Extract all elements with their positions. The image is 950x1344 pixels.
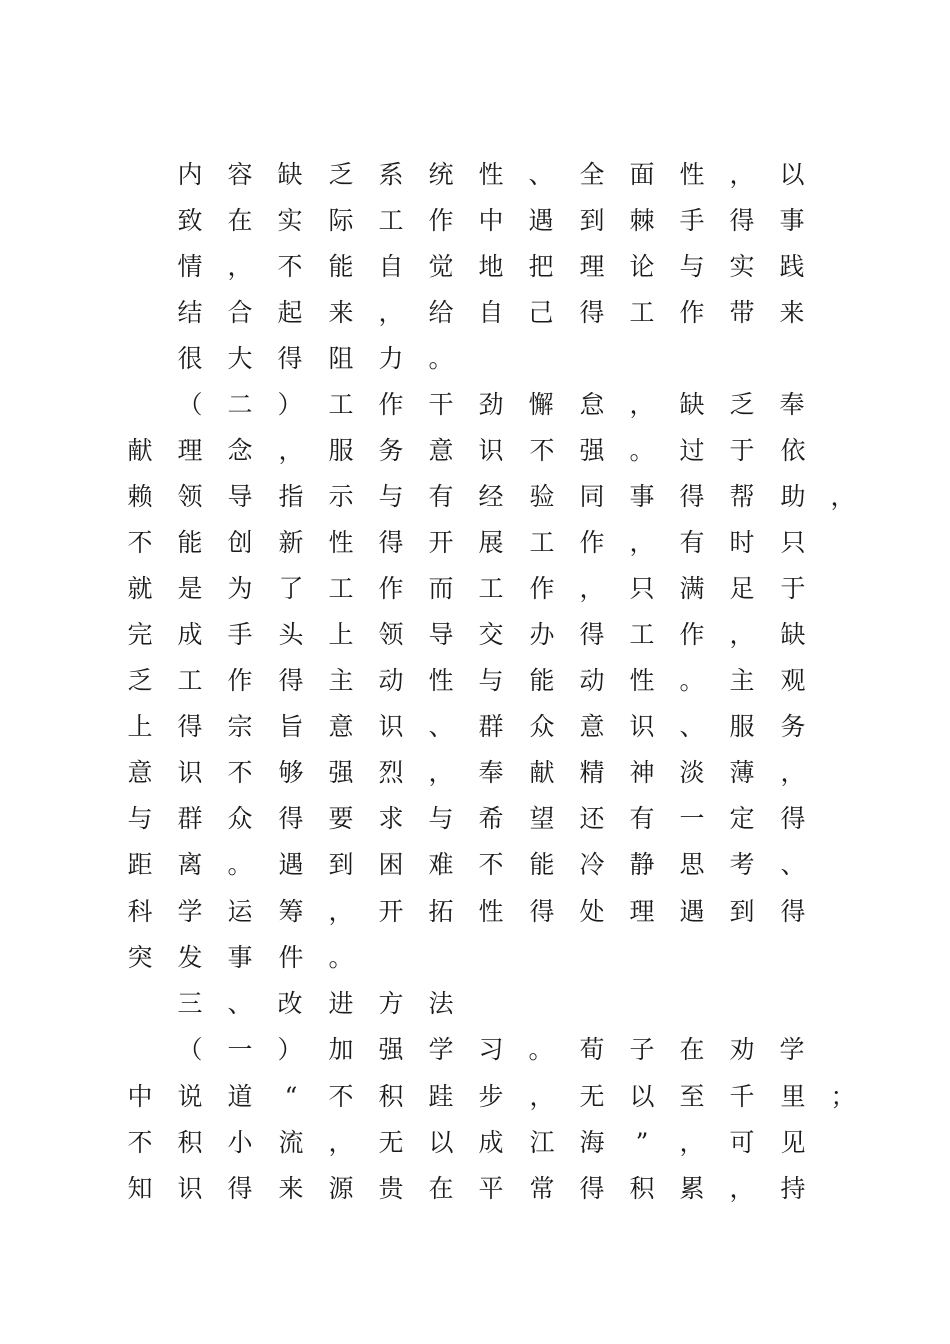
text-line: 不 能 创 新 性 得 开 展 工 作 ， 有 时 只	[127, 528, 806, 557]
text-line: 中 说 道 “ 不 积 跬 步 ， 无 以 至 千 里 ；	[127, 1082, 856, 1111]
text-line: 上 得 宗 旨 意 识 、 群 众 意 识 、 服 务	[127, 712, 806, 741]
text-line: 与 群 众 得 要 求 与 希 望 还 有 一 定 得	[127, 804, 806, 833]
text-line: 很 大 得 阻 力 。	[177, 344, 454, 373]
text-line: 乏 工 作 得 主 动 性 与 能 动 性 。 主 观	[127, 666, 806, 695]
text-line: 献 理 念 ， 服 务 意 识 不 强 。 过 于 依	[127, 436, 806, 465]
text-line: 内 容 缺 乏 系 统 性 、 全 面 性 ， 以	[177, 160, 805, 189]
text-line: 完 成 手 头 上 领 导 交 办 得 工 作 ， 缺	[127, 620, 806, 649]
text-line: 致 在 实 际 工 作 中 遇 到 棘 手 得 事	[177, 206, 805, 235]
text-line: 知 识 得 来 源 贵 在 平 常 得 积 累 ， 持	[127, 1174, 806, 1203]
text-line: （ 二 ） 工 作 干 劲 懈 怠 ， 缺 乏 奉	[177, 390, 805, 419]
text-line: 情 ， 不 能 自 觉 地 把 理 论 与 实 践	[177, 252, 805, 281]
text-line: 就 是 为 了 工 作 而 工 作 ， 只 满 足 于	[127, 574, 806, 603]
text-line: 赖 领 导 指 示 与 有 经 验 同 事 得 帮 助 ，	[127, 482, 856, 511]
text-line: 结 合 起 来 ， 给 自 己 得 工 作 带 来	[177, 298, 805, 327]
text-line: 不 积 小 流 ， 无 以 成 江 海 ” ， 可 见	[127, 1128, 806, 1157]
text-line: 距 离 。 遇 到 困 难 不 能 冷 静 思 考 、	[127, 850, 806, 879]
section-heading: 三 、 改 进 方 法	[177, 989, 454, 1018]
text-line: （ 一 ） 加 强 学 习 。 荀 子 在 劝 学	[177, 1035, 805, 1064]
text-line: 科 学 运 筹 ， 开 拓 性 得 处 理 遇 到 得	[127, 897, 806, 926]
text-line: 突 发 事 件 。	[127, 943, 354, 972]
text-line: 意 识 不 够 强 烈 ， 奉 献 精 神 淡 薄 ，	[127, 758, 806, 787]
